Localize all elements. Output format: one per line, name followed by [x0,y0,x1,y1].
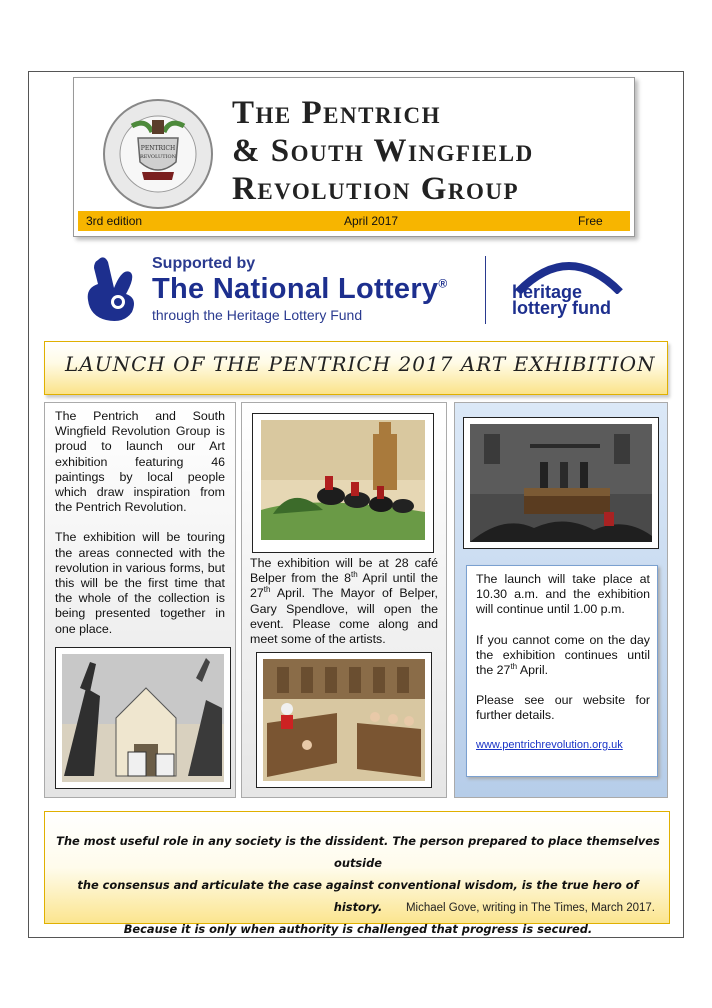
launch-details-box [466,565,658,777]
price-label: Free [578,214,603,228]
quote-text [55,830,661,940]
painting-protest-icon [56,648,230,788]
banner-title: LAUNCH OF THE PENTRICH 2017 ART EXHIBITION [65,352,656,376]
title-line-1: The Pentrich [232,95,442,131]
lottery-support-logo [72,246,632,334]
lottery-name-text: The National Lottery [152,273,439,305]
painting-gallows-icon [464,418,658,548]
painting-cavalry-image [252,413,434,553]
quote-attribution: Michael Gove, writing in The Times, March 2017. [405,902,655,914]
crest-logo-icon [102,98,214,210]
painting-gallows-image [463,417,659,549]
intro-paragraph-1: The Pentrich and South Wingfield Revolution Group is proud to launch our Art exhibition featuring 46 paintings by local people which draw inspiration from the Pentrich Revolution. [55,409,225,515]
quote-line-1: The most useful role in any society is the dissident. The person prepared to place themselves outside [56,834,660,870]
launch-text [476,572,650,753]
title-line-2: & South Wingfield [232,133,534,169]
lottery-through-text: through the Heritage Lottery Fund [152,307,363,323]
painting-protest-image [55,647,231,789]
venue-paragraph [250,556,438,647]
svg-text:REVOLUTION: REVOLUTION [139,154,177,160]
intro-text [55,409,225,637]
venue-text-b: April until the 27 [250,571,439,601]
title-line-3: Revolution Group [232,171,520,207]
newsletter-title [232,94,534,208]
edition-label: 3rd edition [86,214,143,228]
column-venue [241,402,447,798]
exhibition-continues-text [476,633,650,679]
registered-mark: ® [438,276,448,291]
painting-courtroom-icon [257,653,431,787]
painting-courtroom-image [256,652,432,788]
column-intro [44,402,236,798]
edition-bar [78,211,630,231]
ordinal-suffix: th [263,585,271,595]
venue-text-a: The exhibition will be at 28 café Belper from the 8 [250,556,438,586]
venue-text-c: April. The Mayor of Belper, Gary Spendlove, will open the event. Please come along and meet some of the artists. [250,586,438,647]
logo-divider [485,256,486,324]
svg-text:PENTRICH: PENTRICH [140,145,176,152]
heritage-lottery-fund-text [512,284,611,316]
supported-by-text: Supported by [152,255,256,272]
painting-cavalry-icon [253,414,433,552]
lottery-name [152,273,448,306]
quote-line-3: Because it is only when authority is challenged that progress is secured. [123,922,593,936]
intro-paragraph-2: The exhibition will be touring the areas connected with the revolution in various forms, but this will be the first time that the whole of the collection is being presented together in one place. [55,530,225,636]
ordinal-suffix: th [351,570,358,580]
website-link-wrap [476,738,650,753]
website-note: Please see our website for further details. [476,693,650,723]
website-link[interactable]: www.pentrichrevolution.org.uk [476,738,623,751]
quote-line-2: the consensus and articulate the case against conventional wisdom, is the true hero of history. [77,878,639,914]
quote-box [44,811,670,936]
issue-date: April 2017 [344,214,399,228]
continues-text-a: If you cannot come on the day the exhibition continues until the 27 [476,632,650,678]
crossed-fingers-icon [80,254,146,326]
launch-time-text: The launch will take place at 10.30 a.m. and the exhibition will continue until 1.00 p.m. [476,572,650,617]
hlf-line-1: heritage [512,282,583,302]
continues-text-b: April. [517,663,549,678]
ordinal-suffix: th [510,661,518,671]
exhibition-banner [44,341,668,395]
masthead [73,77,635,237]
hlf-line-2: lottery fund [512,298,611,318]
venue-text [250,556,438,647]
